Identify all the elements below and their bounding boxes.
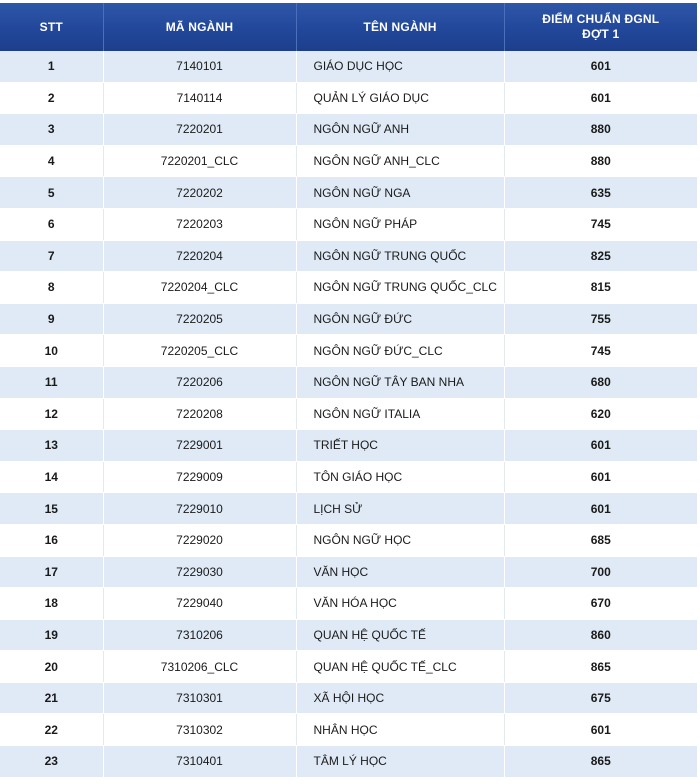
row-major-code: 7310401 — [103, 746, 296, 778]
table-row — [0, 746, 697, 778]
row-score: 635 — [504, 177, 697, 209]
table-row — [0, 493, 697, 525]
row-major-name: QUAN HỆ QUỐC TẾ_CLC — [296, 651, 504, 683]
header-major-code: MÃ NGÀNH — [103, 3, 296, 51]
row-stt: 19 — [0, 619, 103, 651]
row-major-name: VĂN HỌC — [296, 556, 504, 588]
row-score: 755 — [504, 303, 697, 335]
row-major-name: NGÔN NGỮ ITALIA — [296, 398, 504, 430]
row-stt: 11 — [0, 366, 103, 398]
row-score: 745 — [504, 208, 697, 240]
row-score: 865 — [504, 746, 697, 778]
row-major-code: 7310206 — [103, 619, 296, 651]
table-row — [0, 430, 697, 462]
row-stt: 18 — [0, 588, 103, 620]
table-row — [0, 682, 697, 714]
row-stt: 16 — [0, 524, 103, 556]
row-major-code: 7140101 — [103, 51, 296, 82]
row-stt: 8 — [0, 272, 103, 304]
row-major-code: 7220204_CLC — [103, 272, 296, 304]
row-major-name: QUẢN LÝ GIÁO DỤC — [296, 82, 504, 114]
table-row — [0, 82, 697, 114]
row-major-name: NGÔN NGỮ ANH_CLC — [296, 145, 504, 177]
row-score: 685 — [504, 524, 697, 556]
table-row — [0, 272, 697, 304]
row-major-code: 7220203 — [103, 208, 296, 240]
row-stt: 7 — [0, 240, 103, 272]
table-row — [0, 177, 697, 209]
row-major-name: LỊCH SỬ — [296, 493, 504, 525]
row-major-code: 7220201 — [103, 114, 296, 146]
row-stt: 4 — [0, 145, 103, 177]
row-major-name: NGÔN NGỮ ĐỨC — [296, 303, 504, 335]
row-major-name: NGÔN NGỮ HỌC — [296, 524, 504, 556]
row-score: 860 — [504, 619, 697, 651]
table-row — [0, 303, 697, 335]
row-stt: 23 — [0, 746, 103, 778]
row-stt: 10 — [0, 335, 103, 367]
row-major-name: GIÁO DỤC HỌC — [296, 51, 504, 82]
header-stt: STT — [0, 3, 103, 51]
row-major-code: 7229020 — [103, 524, 296, 556]
table-row — [0, 524, 697, 556]
row-stt: 3 — [0, 114, 103, 146]
header-score — [504, 3, 697, 51]
table-row — [0, 366, 697, 398]
table-header — [0, 3, 697, 51]
table-row — [0, 145, 697, 177]
row-stt: 15 — [0, 493, 103, 525]
table-row — [0, 335, 697, 367]
row-stt: 13 — [0, 430, 103, 462]
table-body — [0, 51, 697, 777]
row-stt: 6 — [0, 208, 103, 240]
row-score: 745 — [504, 335, 697, 367]
row-major-name: NGÔN NGỮ TÂY BAN NHA — [296, 366, 504, 398]
row-major-code: 7229010 — [103, 493, 296, 525]
row-major-name: TÔN GIÁO HỌC — [296, 461, 504, 493]
header-row — [0, 3, 697, 51]
row-major-name: NGÔN NGỮ ANH — [296, 114, 504, 146]
table-row — [0, 556, 697, 588]
row-score: 601 — [504, 82, 697, 114]
row-major-name: XÃ HỘI HỌC — [296, 682, 504, 714]
row-score: 601 — [504, 51, 697, 82]
row-score: 670 — [504, 588, 697, 620]
row-score: 620 — [504, 398, 697, 430]
row-stt: 1 — [0, 51, 103, 82]
table-row — [0, 714, 697, 746]
row-major-code: 7220208 — [103, 398, 296, 430]
row-major-code: 7310302 — [103, 714, 296, 746]
row-stt: 21 — [0, 682, 103, 714]
row-major-code: 7140114 — [103, 82, 296, 114]
row-major-name: NHÂN HỌC — [296, 714, 504, 746]
row-score: 825 — [504, 240, 697, 272]
row-major-name: VĂN HÓA HỌC — [296, 588, 504, 620]
header-score-line1: ĐIỂM CHUẨN ĐGNL — [542, 12, 660, 26]
row-stt: 5 — [0, 177, 103, 209]
header-major-name: TÊN NGÀNH — [296, 3, 504, 51]
row-major-code: 7220206 — [103, 366, 296, 398]
row-major-name: NGÔN NGỮ PHÁP — [296, 208, 504, 240]
row-major-code: 7310206_CLC — [103, 651, 296, 683]
row-major-code: 7229040 — [103, 588, 296, 620]
table-row — [0, 398, 697, 430]
row-major-code: 7229009 — [103, 461, 296, 493]
row-stt: 9 — [0, 303, 103, 335]
row-score: 880 — [504, 114, 697, 146]
row-score: 601 — [504, 493, 697, 525]
row-stt: 2 — [0, 82, 103, 114]
row-score: 680 — [504, 366, 697, 398]
row-major-name: NGÔN NGỮ ĐỨC_CLC — [296, 335, 504, 367]
row-major-code: 7310301 — [103, 682, 296, 714]
row-major-code: 7229001 — [103, 430, 296, 462]
row-major-name: QUAN HỆ QUỐC TẾ — [296, 619, 504, 651]
table-row — [0, 208, 697, 240]
row-score: 700 — [504, 556, 697, 588]
table-row — [0, 51, 697, 82]
row-score: 601 — [504, 461, 697, 493]
row-major-name: NGÔN NGỮ TRUNG QUỐC_CLC — [296, 272, 504, 304]
row-score: 675 — [504, 682, 697, 714]
row-major-name: TRIẾT HỌC — [296, 430, 504, 462]
row-major-code: 7220201_CLC — [103, 145, 296, 177]
table-row — [0, 114, 697, 146]
row-major-code: 7229030 — [103, 556, 296, 588]
row-stt: 14 — [0, 461, 103, 493]
table-row — [0, 240, 697, 272]
admission-score-table — [0, 3, 697, 778]
row-stt: 22 — [0, 714, 103, 746]
row-major-code: 7220204 — [103, 240, 296, 272]
row-score: 601 — [504, 430, 697, 462]
row-major-code: 7220202 — [103, 177, 296, 209]
header-score-line2: ĐỢT 1 — [582, 27, 620, 41]
row-major-code: 7220205 — [103, 303, 296, 335]
row-major-name: NGÔN NGỮ NGA — [296, 177, 504, 209]
row-score: 865 — [504, 651, 697, 683]
table-row — [0, 619, 697, 651]
row-stt: 17 — [0, 556, 103, 588]
row-major-code: 7220205_CLC — [103, 335, 296, 367]
row-major-name: NGÔN NGỮ TRUNG QUỐC — [296, 240, 504, 272]
row-score: 601 — [504, 714, 697, 746]
table-row — [0, 588, 697, 620]
row-stt: 20 — [0, 651, 103, 683]
row-stt: 12 — [0, 398, 103, 430]
row-major-name: TÂM LÝ HỌC — [296, 746, 504, 778]
row-score: 880 — [504, 145, 697, 177]
table-row — [0, 651, 697, 683]
row-score: 815 — [504, 272, 697, 304]
table-row — [0, 461, 697, 493]
